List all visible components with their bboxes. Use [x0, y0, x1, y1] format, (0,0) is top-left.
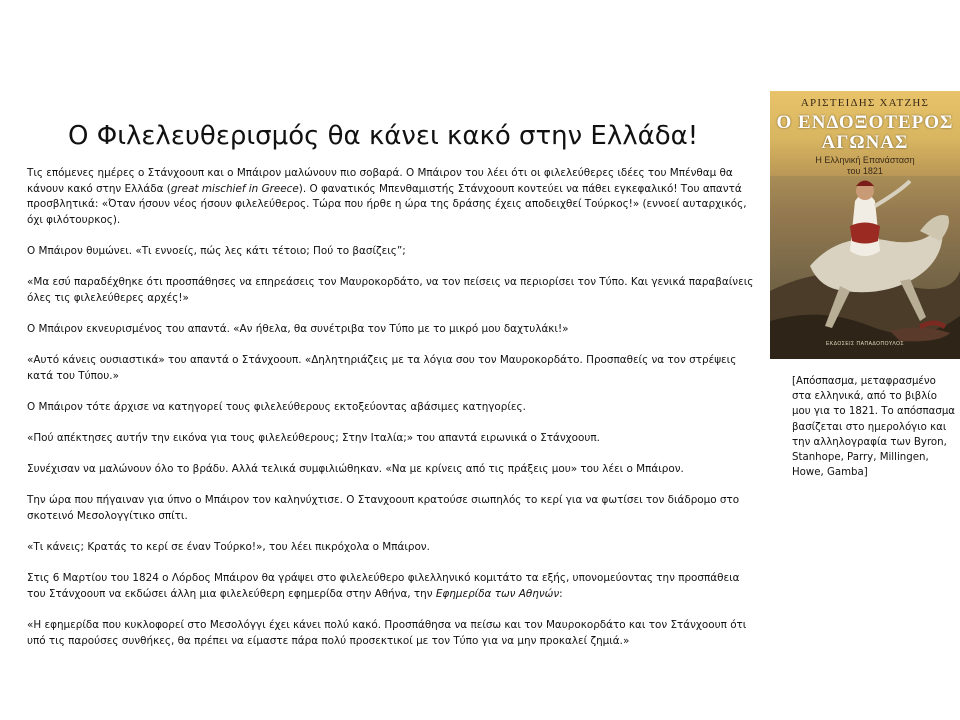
paragraph-5: «Αυτό κάνεις ουσιαστικά» του απαντά ο Στάνχοουπ. «Δηλητηριάζεις με τα λόγια σου τον Μαυροκορδάτο. Προσπαθείς να τον στρέψεις κατά του Τύπου.» — [27, 354, 737, 382]
paragraph-6: Ο Μπάιρον τότε άρχισε να κατηγορεί τους φιλελεύθερους εκτοξεύοντας αβάσιμες κατηγορίες. — [27, 400, 526, 413]
paragraph-9: Την ώρα που πήγαιναν για ύπνο ο Μπάιρον τον καληνύχτισε. Ο Στανχοουπ κρατούσε σιωπηλός το κερί για να φωτίσει τον διάδρομο στο σκοτεινό Μεσολογγίτικο σπίτι. — [27, 494, 740, 523]
cover-subtitle: Η Ελληνική Επανάσταση — [815, 155, 915, 165]
slide-title: Ο Φιλελευθερισμός θα κάνει κακό στην Ελλάδα! — [68, 121, 699, 151]
paragraph-12: «Η εφημερίδα που κυκλοφορεί στο Μεσολόγγι έχει κάνει πολύ κακό. Προσπάθησα να πείσω και τον Μαυροκορδάτο και τον Στάνχοουπ ότι υπό τις παρούσες συνθήκες, θα πρέπει να είμαστε πάρα πολύ προσεκτικοί με τον Τύπο για να μην προκαλεί ζημιά.» — [27, 619, 747, 647]
paragraph-2: Ο Μπάιρον θυμώνει. «Τι εννοείς, πώς λες κάτι τέτοιο; Πού το βασίζεις”; — [27, 244, 406, 257]
paragraph-4: Ο Μπάιρον εκνευρισμένος του απαντά. «Αν ήθελα, θα συνέτριβα τον Τύπο με το μικρό μου δαχτυλάκι!» — [27, 322, 569, 335]
paragraph-8: Συνέχισαν να μαλώνουν όλο το βράδυ. Αλλά τελικά συμφιλιώθηκαν. «Να με κρίνεις από τις πράξεις μου» του λέει ο Μπάιρον. — [27, 463, 684, 476]
cover-publisher: ΕΚΔΟΣΕΙΣ ΠΑΠΑΔΟΠΟΥΛΟΣ — [825, 341, 905, 347]
paragraph-3: «Μα εσύ παραδέχθηκε ότι προσπάθησες να επηρεάσεις τον Μαυροκορδάτο, να τον πείσεις να περιορίσει τον Τύπο. Και γενικά παραβαίνεις όλες τις φιλελεύθερες αρχές!» — [27, 276, 754, 304]
book-caption: [Απόσπασμα, μεταφρασμένο στα ελληνικά, από το βιβλίο μου για το 1821. Το απόσπασμα βασίζεται στο ημερολόγιο και την αλληλογραφία των Byron, Stanhope, Parry, Millingen, Howe, Gamba] — [792, 376, 956, 479]
cover-title: Ο ΕΝΔΟΞΟΤΕΡΟΣ — [776, 112, 954, 133]
paragraph-1: Τις επόμενες ημέρες ο Στάνχοουπ και ο Μπάιρον μαλώνουν πιο σοβαρά. Ο Μπάιρον του λέει ότι οι φιλελεύθερες ιδέες του Μπένθαμ θα κάνουν κακό στην Ελλάδα (great mischief in Greece). Ο φανατικός Μπενθαμιστής Στάνχοουπ κοντεύει να πάθει εγκεφαλικό! Του απαντά προσβλητικά: «Όταν ήσουν νέος ήσουν φιλελεύθερος. Τώρα που ήρθε η ώρα της δράσης έχεις αποδειχθεί Τούρκος!» (εννοεί αυταρχικός, όχι φιλότουρκος). — [27, 167, 747, 226]
cover-author: ΑΡΙΣΤΕΙΔΗΣ ΧΑΤΖΗΣ — [800, 97, 930, 109]
body-text — [27, 166, 760, 649]
paragraph-10: «Τι κάνεις; Κρατάς το κερί σε έναν Τούρκο!», του λέει πικρόχολα ο Μπάιρον. — [27, 541, 430, 554]
cover-title-line2: ΑΓΩΝΑΣ — [821, 132, 909, 153]
paragraph-11: Στις 6 Μαρτίου του 1824 ο Λόρδος Μπάιρον θα γράψει στο φιλελεύθερο φιλελληνικό κομιτάτο τα εξής, υπονομεύοντας την προσπάθεια του Στάνχοουπ να εκδώσει άλλη μια φιλελεύθερη εφημερίδα στην Αθήνα, την Εφημερίδα των Αθηνών: — [27, 572, 740, 601]
paragraph-7: «Πού απέκτησες αυτήν την εικόνα για τους φιλελεύθερους; Στην Ιταλία;» του απαντά ειρωνικά ο Στάνχοουπ. — [27, 432, 600, 445]
book-cover — [770, 91, 960, 359]
cover-subtitle-line2: του 1821 — [847, 166, 883, 176]
